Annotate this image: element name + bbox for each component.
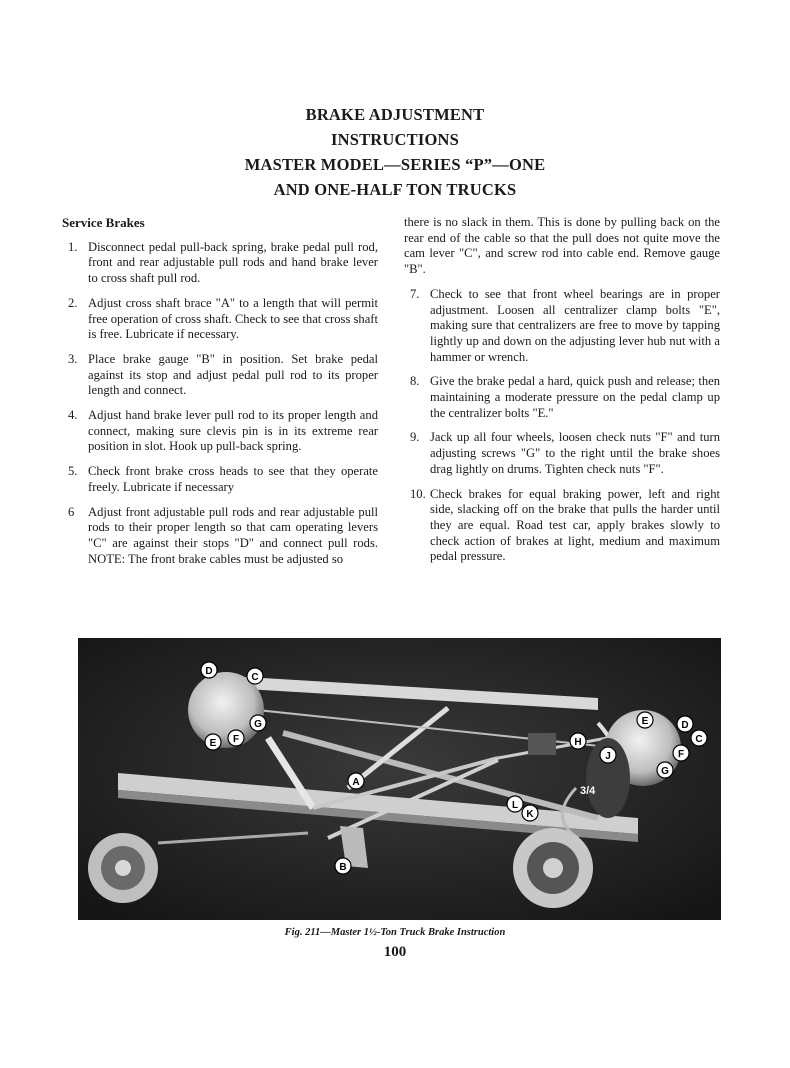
- instruction-item-4: 4. Adjust hand brake lever pull rod to its proper length and connect, making sure clevis pin is in its extreme rear position in slot. Hook up pull-back spring.: [68, 408, 378, 454]
- callout-text-15: L: [511, 800, 519, 811]
- page-title: [0, 102, 790, 202]
- section-heading: Service Brakes: [62, 215, 145, 230]
- instruction-item-10: 10. Check brakes for equal braking power, left and right side, slacking off on the brake that pulls the harder until they are equal. Road test car, apply brakes slowly to check action of brakes at light, medium and maximum pedal pressure.: [410, 486, 720, 564]
- instruction-item-1: 1. Disconnect pedal pull-back spring, brake pedal pull rod, front and rear adjustable pull rods and hand brake lever to cross shaft pull rod.: [68, 239, 378, 286]
- title-line-4: AND ONE-HALF TON TRUCKS: [273, 180, 517, 199]
- callout-text-5: E: [209, 738, 217, 749]
- callout-text-12: C: [695, 734, 703, 745]
- instruction-item-8: 8. Give the brake pedal a hard, quick push and release; then maintaining a moderate pressure on the pedal clamp up the centralizer bolts "E.": [410, 374, 720, 420]
- callout-text-1: D: [205, 666, 213, 677]
- instruction-item-2: 2. Adjust cross shaft brace "A" to a length that will permit free operation of cross shaft. Check to see that cross shaft is free. Lubricate if necessary.: [68, 295, 378, 342]
- instruction-item-9: 9. Jack up all four wheels, loosen check nuts "F" and turn adjusting screws "G" to the right until the brake shoes drag lightly on drums. Tighten check nuts "F".: [410, 430, 720, 476]
- page-number: 100: [383, 944, 407, 960]
- title-line-3: MASTER MODEL—SERIES “P”—ONE: [244, 155, 546, 174]
- callout-text-11: D: [681, 720, 689, 731]
- brake-linkage-photo: [78, 638, 721, 920]
- callout-text-13: F: [677, 749, 685, 760]
- figure-caption: Fig. 211—Master 1½-Ton Truck Brake Instruction: [284, 927, 506, 938]
- left-column: [62, 215, 378, 576]
- right-column: [404, 215, 720, 574]
- title-line-2: INSTRUCTIONS: [330, 130, 460, 149]
- instruction-item-6: 6 Adjust front adjustable pull rods and rear adjustable pull rods to their proper length so that cam operating levers "C" are against their stops "D" and connect pull rods. NOTE: The front brake cables must be adjusted so: [68, 504, 378, 566]
- callout-text-14: G: [661, 766, 669, 777]
- callout-text-16: K: [526, 809, 534, 820]
- instruction-item-3: 3. Place brake gauge "B" in position. Set brake pedal against its stop and adjust pedal pull rod to its proper length and connect.: [68, 351, 378, 398]
- callout-text-4: F: [232, 734, 240, 745]
- callout-text-9: J: [605, 751, 611, 762]
- callout-text-2: C: [251, 672, 259, 683]
- title-line-1: BRAKE ADJUSTMENT: [305, 105, 485, 124]
- callout-text-10: E: [641, 716, 649, 727]
- fraction-label: 3/4: [580, 785, 596, 797]
- brake-diagram-illustration: [78, 638, 721, 920]
- callout-text-8: H: [574, 737, 582, 748]
- callout-text-7: B: [339, 862, 347, 873]
- callout-text-6: A: [352, 777, 360, 788]
- callout-text-3: G: [254, 719, 262, 730]
- instruction-item-6-continued: there is no slack in them. This is done by pulling back on the rear end of the cable so that the pull does not quite move the cam lever "C", and screw rod into cable end. Remove gauge "B".: [404, 215, 720, 277]
- instruction-item-7: 7. Check to see that front wheel bearings are in proper adjustment. Loosen all centralizer clamp bolts "E", making sure that centralizers are free to move by tapping lightly up and down on the adjusting lever hub nut with a hammer or wrench.: [410, 286, 720, 364]
- instruction-item-5: 5. Check front brake cross heads to see that they operate freely. Lubricate if necessary: [68, 464, 378, 494]
